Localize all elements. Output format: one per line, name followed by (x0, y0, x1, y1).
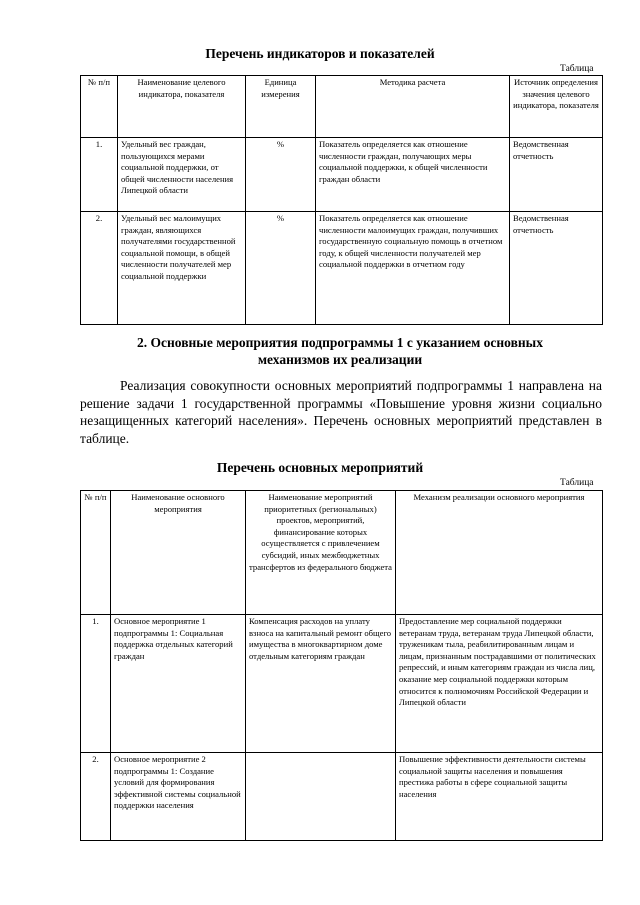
section-heading: 2. Основные мероприятия подпрограммы 1 с указанием основных механизмов их реализации (137, 335, 543, 367)
activities-title: Перечень основных мероприятий (216, 460, 424, 475)
table-row (81, 138, 603, 212)
header-name: Наименование основного мероприятия (111, 491, 246, 615)
activities-table (80, 490, 603, 841)
row-mechanism: Предоставление мер социальной поддержки ветеранам труда, ветеранам труда Липецкой области, труженикам тыла, реабилитированным лицам и лицам, признанным пострадавшими от политических репрессий, и иным категориям граждан из числа лиц, оказание мер социальной поддержки которым относится к полномочиям Российской Федерации и Липецкой области (396, 615, 603, 753)
row-method: Показатель определяется как отношение численности малоимущих граждан, получивших государственную социальную помощь в отчетном году, к общей численности получателей мер социальной поддержки в отчетном году (316, 212, 510, 325)
table-row (81, 212, 603, 325)
indicators-title: Перечень индикаторов и показателей (205, 46, 435, 61)
activities-table-label: Таблица (560, 478, 594, 488)
row-unit: % (246, 138, 316, 212)
paragraph-text: Реализация совокупности основных мероприятий подпрограммы 1 направлена на решение задачи 1 государственной программы «Повышение уровня жизни социально незащищенных категорий населения». Перечень основных мероприятий представлен в таблице. (80, 378, 602, 446)
table-row (81, 753, 603, 841)
header-num: № п/п (81, 491, 111, 615)
section-paragraph (80, 377, 602, 447)
row-mechanism: Повышение эффективности деятельности системы социальной защиты населения и повышения престижа работы в сфере социальной защиты населения (396, 753, 603, 841)
indicators-table-label: Таблица (560, 64, 594, 74)
row-name: Удельный вес граждан, пользующихся мерами социальной поддержки, от общей численности населения Липецкой области (118, 138, 246, 212)
indicators-table (80, 75, 603, 325)
header-num: № п/п (81, 76, 118, 138)
header-unit: Единица измерения (246, 76, 316, 138)
row-name: Основное мероприятие 2 подпрограммы 1: Создание условий для формирования эффективной системы социальной поддержки населения (111, 753, 246, 841)
row-num: 2. (81, 212, 118, 325)
table-row (81, 615, 603, 753)
header-source: Источник определения значения целевого индикатора, показателя (510, 76, 603, 138)
row-projects (246, 753, 396, 841)
row-source: Ведомственная отчетность (510, 212, 603, 325)
row-num: 2. (81, 753, 111, 841)
row-source: Ведомственная отчетность (510, 138, 603, 212)
header-name: Наименование целевого индикатора, показателя (118, 76, 246, 138)
header-mechanism: Механизм реализации основного мероприятия (396, 491, 603, 615)
header-projects: Наименование мероприятий приоритетных (региональных) проектов, мероприятий, финансирование которых осуществляется с привлечением субсидий, иных межбюджетных трансфертов из федерального бюджета (246, 491, 396, 615)
indicators-header-row (81, 76, 603, 138)
row-unit: % (246, 212, 316, 325)
activities-header-row (81, 491, 603, 615)
row-num: 1. (81, 615, 111, 753)
row-method: Показатель определяется как отношение численности граждан, получающих меры социальной поддержки, к общей численности граждан области (316, 138, 510, 212)
header-method: Методика расчета (316, 76, 510, 138)
row-projects: Компенсация расходов на уплату взноса на капитальный ремонт общего имущества в многоквартирном доме отдельным категориям граждан (246, 615, 396, 753)
row-num: 1. (81, 138, 118, 212)
row-name: Удельный вес малоимущих граждан, являющихся получателями государственной социальной помощи, в общей численности получателей мер социальной поддержки (118, 212, 246, 325)
row-name: Основное мероприятие 1 подпрограммы 1: Социальная поддержка отдельных категорий граждан (111, 615, 246, 753)
